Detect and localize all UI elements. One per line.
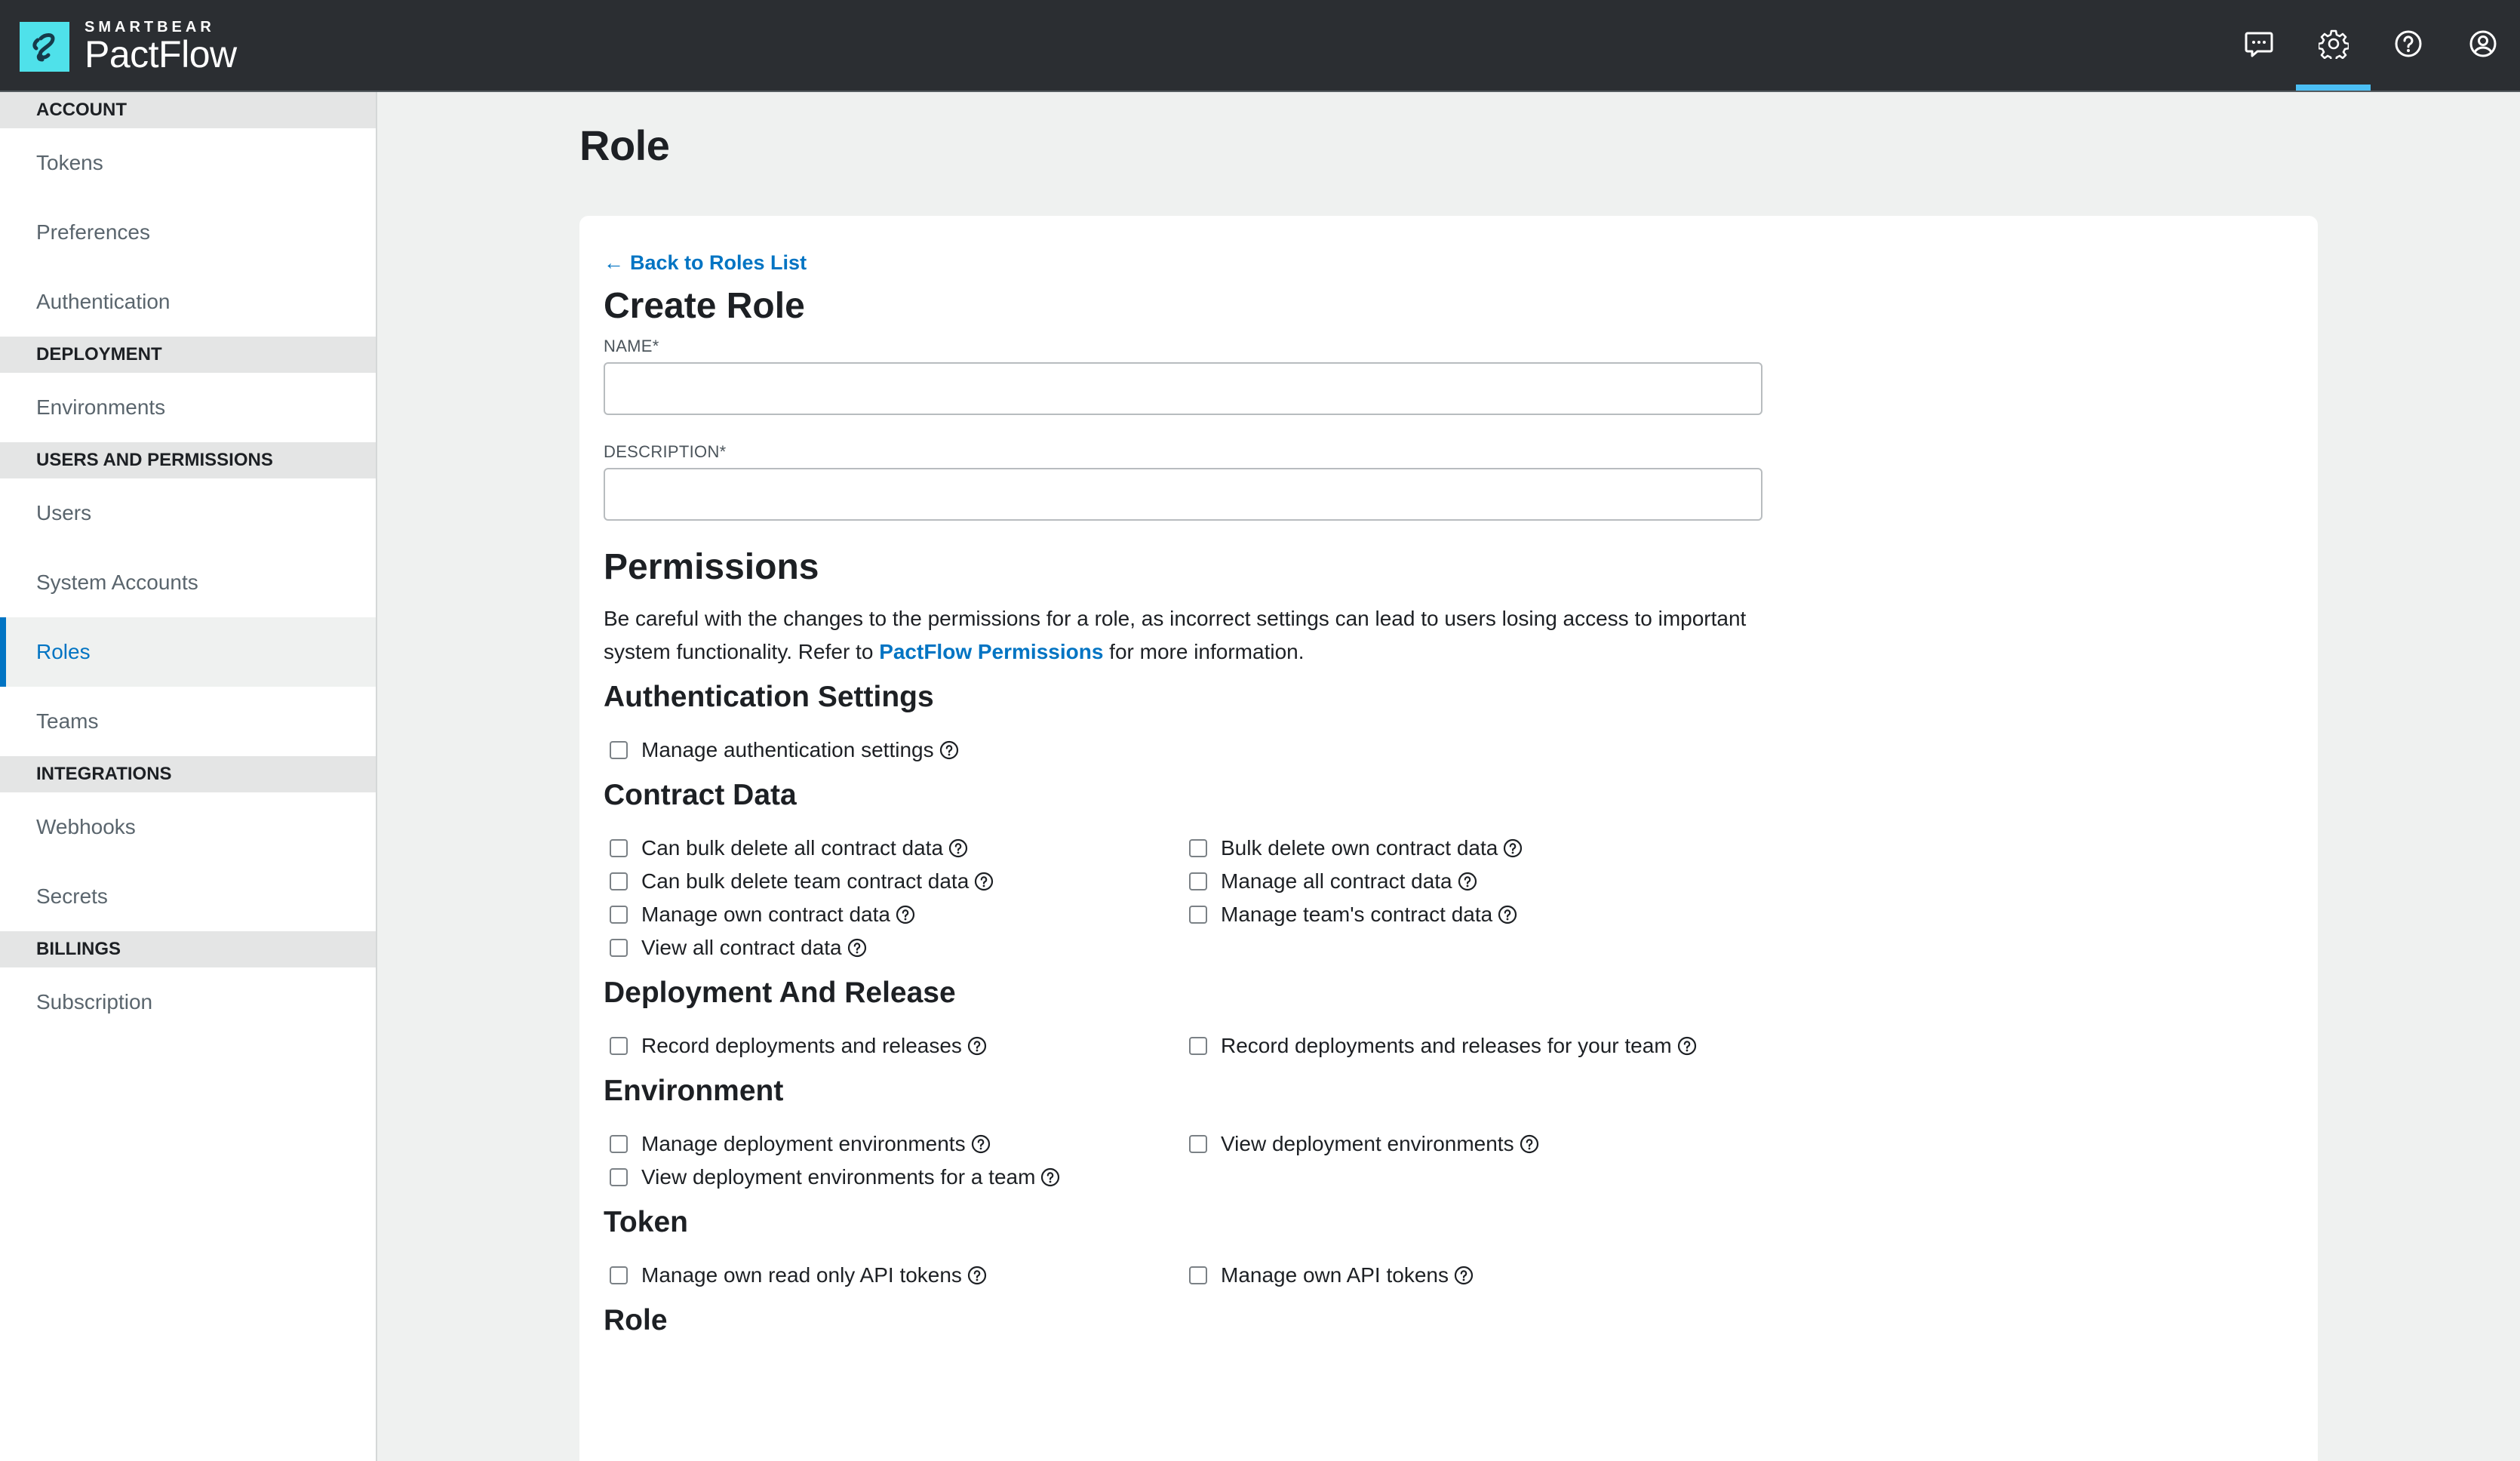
top-navigation-bar xyxy=(0,0,2520,92)
sidebar-item-environments[interactable]: Environments xyxy=(36,395,166,419)
permission-checkbox[interactable] xyxy=(610,1037,628,1055)
permission-group-title: Token xyxy=(604,1206,688,1238)
permission-option[interactable] xyxy=(604,931,1183,964)
question-circle-icon xyxy=(2393,29,2423,63)
question-circle-icon[interactable] xyxy=(1457,871,1478,892)
permission-label: Bulk delete own contract data xyxy=(1221,836,1498,860)
permission-option[interactable] xyxy=(1183,865,1762,898)
permission-group xyxy=(604,1073,2294,1194)
permission-label: Record deployments and releases for your team xyxy=(1221,1034,1672,1057)
permission-group-title: Environment xyxy=(604,1075,784,1107)
permission-group xyxy=(604,679,2294,767)
sidebar-section-account: ACCOUNT xyxy=(0,92,376,128)
description-label: DESCRIPTION* xyxy=(604,442,727,461)
permission-label: Manage all contract data xyxy=(1221,869,1452,893)
feedback-icon xyxy=(2244,29,2274,63)
permissions-description-text: Be careful with the changes to the permissions for a role, as incorrect settings can lead to users losing access to important system functionality. Refer to xyxy=(604,607,1747,663)
account-button[interactable] xyxy=(2445,0,2520,91)
permission-option[interactable] xyxy=(604,1259,1183,1292)
permission-checkbox[interactable] xyxy=(610,906,628,924)
permission-checkbox[interactable] xyxy=(610,1135,628,1153)
permissions-description-suffix: for more information. xyxy=(1103,640,1305,663)
permission-checkbox[interactable] xyxy=(610,872,628,890)
sidebar-section-deployment: DEPLOYMENT xyxy=(0,337,376,373)
permission-option[interactable] xyxy=(1183,1029,1762,1063)
permission-groups xyxy=(604,679,2294,1339)
permission-option[interactable] xyxy=(604,1161,1183,1194)
permission-checkbox[interactable] xyxy=(610,839,628,857)
sidebar-item-authentication[interactable]: Authentication xyxy=(36,290,171,313)
settings-sidebar xyxy=(0,92,377,1461)
question-circle-icon[interactable] xyxy=(973,871,994,892)
form-title: Create Role xyxy=(604,286,805,326)
brand-name: SMARTBEAR xyxy=(85,19,215,35)
feedback-button[interactable] xyxy=(2221,0,2296,91)
permission-checkbox[interactable] xyxy=(1189,1266,1207,1284)
sidebar-item-system-accounts[interactable]: System Accounts xyxy=(36,571,198,594)
permission-label: Manage own read only API tokens xyxy=(641,1263,962,1287)
permission-group-title: Authentication Settings xyxy=(604,681,934,713)
permission-option[interactable] xyxy=(604,734,1183,767)
question-circle-icon[interactable] xyxy=(967,1035,988,1057)
permission-label: View deployment environments for a team xyxy=(641,1165,1036,1189)
permission-group xyxy=(604,777,2294,964)
permissions-description xyxy=(604,602,1781,669)
question-circle-icon[interactable] xyxy=(939,740,960,761)
header-actions xyxy=(2221,0,2520,91)
permissions-title: Permissions xyxy=(604,547,819,587)
permission-label: Can bulk delete all contract data xyxy=(641,836,944,860)
back-to-roles-link[interactable] xyxy=(604,249,807,276)
back-link-label: Back to Roles List xyxy=(630,251,807,274)
sidebar-item-tokens[interactable]: Tokens xyxy=(36,151,103,174)
sidebar-item-webhooks[interactable]: Webhooks xyxy=(36,815,136,838)
permission-group-title: Deployment And Release xyxy=(604,977,956,1009)
permission-list xyxy=(604,1259,2294,1292)
sidebar-item-preferences[interactable]: Preferences xyxy=(36,220,150,244)
question-circle-icon[interactable] xyxy=(967,1265,988,1286)
pactflow-permissions-link[interactable]: PactFlow Permissions xyxy=(879,640,1104,663)
product-name: PactFlow xyxy=(85,33,237,75)
question-circle-icon[interactable] xyxy=(895,904,916,925)
pactflow-logo-icon xyxy=(20,22,69,72)
user-circle-icon xyxy=(2468,29,2498,63)
permission-option[interactable] xyxy=(1183,832,1762,865)
permission-label: Manage own API tokens xyxy=(1221,1263,1449,1287)
permission-label: View all contract data xyxy=(641,936,842,959)
permission-group xyxy=(604,1303,2294,1339)
sidebar-item-teams[interactable]: Teams xyxy=(36,709,99,733)
sidebar-item-subscription[interactable]: Subscription xyxy=(36,990,153,1013)
question-circle-icon[interactable] xyxy=(948,838,969,859)
permission-option[interactable] xyxy=(1183,1127,1762,1161)
sidebar-item-roles[interactable]: Roles xyxy=(0,617,376,687)
permission-list xyxy=(604,832,2294,964)
permission-label: Manage deployment environments xyxy=(641,1132,966,1155)
name-input[interactable] xyxy=(604,362,1762,415)
permission-checkbox[interactable] xyxy=(610,1168,628,1186)
permission-label: Manage own contract data xyxy=(641,903,890,926)
permission-list xyxy=(604,734,2294,767)
create-role-card xyxy=(579,216,2318,1461)
sidebar-section-billings: BILLINGS xyxy=(0,931,376,967)
permission-list xyxy=(604,1029,2294,1063)
question-circle-icon[interactable] xyxy=(847,937,868,958)
pactflow-logo[interactable] xyxy=(20,20,237,74)
permission-label: Manage team's contract data xyxy=(1221,903,1493,926)
permission-label: Manage authentication settings xyxy=(641,738,934,761)
help-button[interactable] xyxy=(2371,0,2445,91)
permission-group xyxy=(604,975,2294,1063)
permission-group-title: Contract Data xyxy=(604,779,797,811)
permission-label: Can bulk delete team contract data xyxy=(641,869,970,893)
permission-checkbox[interactable] xyxy=(1189,1037,1207,1055)
permission-option[interactable] xyxy=(604,865,1183,898)
sidebar-item-secrets[interactable]: Secrets xyxy=(36,884,108,908)
question-circle-icon[interactable] xyxy=(1497,904,1518,925)
page-title: Role xyxy=(579,121,670,169)
gear-icon xyxy=(2319,29,2349,63)
question-circle-icon[interactable] xyxy=(1502,838,1523,859)
permission-group-title: Role xyxy=(604,1304,668,1336)
question-circle-icon[interactable] xyxy=(1519,1133,1540,1155)
permission-checkbox[interactable] xyxy=(610,939,628,957)
description-input[interactable] xyxy=(604,468,1762,521)
permission-option[interactable] xyxy=(604,1029,1183,1063)
question-circle-icon[interactable] xyxy=(1040,1167,1061,1188)
sidebar-section-users-and-permissions: USERS AND PERMISSIONS xyxy=(0,442,376,478)
permission-option[interactable] xyxy=(604,832,1183,865)
settings-button[interactable] xyxy=(2296,0,2371,91)
permission-checkbox[interactable] xyxy=(1189,906,1207,924)
question-circle-icon[interactable] xyxy=(970,1133,991,1155)
permission-checkbox[interactable] xyxy=(1189,872,1207,890)
name-label: NAME* xyxy=(604,337,659,355)
arrow-left-icon: ← xyxy=(604,251,624,274)
permission-option[interactable] xyxy=(1183,898,1762,931)
permission-label: Record deployments and releases xyxy=(641,1034,962,1057)
sidebar-section-integrations: INTEGRATIONS xyxy=(0,756,376,792)
permission-label: View deployment environments xyxy=(1221,1132,1514,1155)
permission-list xyxy=(604,1127,2294,1194)
permission-option[interactable] xyxy=(604,1127,1183,1161)
sidebar-item-users[interactable]: Users xyxy=(36,501,92,524)
permission-checkbox[interactable] xyxy=(610,1266,628,1284)
question-circle-icon[interactable] xyxy=(1676,1035,1698,1057)
question-circle-icon[interactable] xyxy=(1453,1265,1474,1286)
permission-checkbox[interactable] xyxy=(1189,1135,1207,1153)
permission-option[interactable] xyxy=(1183,1259,1762,1292)
permission-group xyxy=(604,1204,2294,1292)
permission-checkbox[interactable] xyxy=(1189,839,1207,857)
permission-checkbox[interactable] xyxy=(610,741,628,759)
permission-option[interactable] xyxy=(604,898,1183,931)
